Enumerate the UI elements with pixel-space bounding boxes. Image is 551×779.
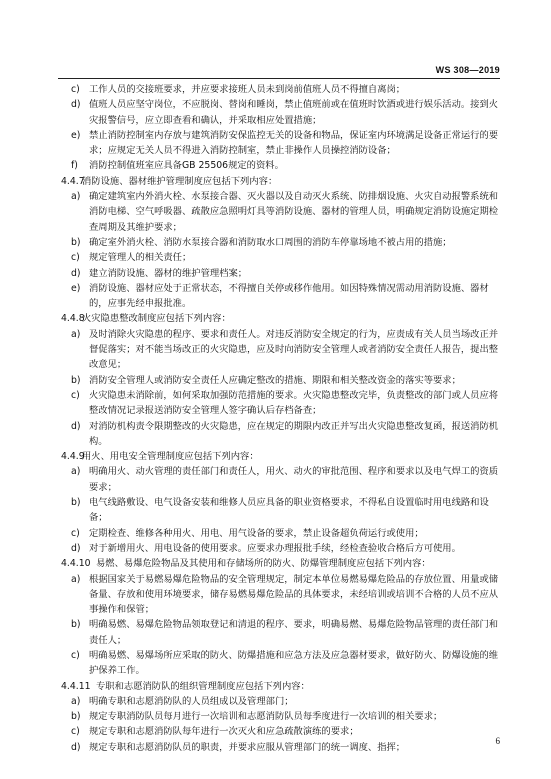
list-marker: d) [71,99,81,111]
list-item [58,82,500,97]
list-item-text: 明确易燃、易爆场所应采取的防火、防爆措施和应急方法及应急器材要求，做好防火、防爆设施的维护保养工作。 [89,649,499,677]
list-item [58,97,500,128]
list-item [58,250,500,265]
list-marker: d) [71,420,81,432]
list-marker: c) [71,252,80,264]
list-item-text: 电气线路敷设、电气设备安装和维修人员应具备的职业资格要求，不得私自设置临时用电线路和设备； [89,497,489,524]
section-heading [58,174,500,189]
list-item-text: 工作人员的交接班要求，并应要求接班人员未到岗前值班人员不得擅自离岗； [89,84,406,95]
list-item-text: 确定室外消火栓、消防水泵接合器和消防取水口周围的消防车停靠场地不被占用的措施； [89,236,452,248]
list-marker: b) [71,236,81,248]
list-item-text: 确定建筑室内外消火栓、水泵接合器、灭火器以及自动灭火系统、防排烟设施、火灾自动报警系统和消防电梯、空气呼吸器、疏散应急照明灯具等消防设施、器材的管理人员，明确规定消防设施定期检查周期及其维护要求； [89,191,499,233]
list-item-text: 消防控制值班室应具备GB 25506规定的资料。 [89,160,284,172]
section-title: 消防设施、器材维护管理制度应包括下列内容： [82,175,278,187]
list-marker: d) [71,741,81,753]
list-item-text: 规定管理人的相关责任； [89,252,192,264]
list-marker: f) [71,160,78,172]
list-item [58,464,500,495]
document-body [58,82,500,755]
section-title: 专职和志愿消防队的组织管理制度应包括下列内容： [96,680,310,692]
list-item-text: 规定专职和志愿消防队员的职责，并要求应服从管理部门的统一调度、指挥； [89,741,406,753]
list-marker: b) [71,619,81,631]
list-item-text: 根据国家关于易燃易爆危险物品的安全管理规定，制定本单位易燃易爆危险品的存放位置、用量或储备量、存放和使用环境要求，储存易燃易爆危险品的具体要求，未经培训或培训不合格的人员不应从事操作和保管； [89,573,499,616]
section-heading [58,449,500,464]
list-item-text: 对于新增用火、用电设备的使用要求。应要求办理报批手续，经检查验收合格后方可使用。 [89,542,461,554]
list-marker: a) [71,466,81,478]
list-marker: a) [71,695,81,707]
header-rule [58,78,500,79]
list-item [58,495,500,526]
list-item-text: 规定专职和志愿消防队每年进行一次灭火和应急疏散演练的要求； [89,726,359,738]
list-marker: a) [71,191,81,203]
page-number: 6 [495,736,500,746]
list-item [58,281,500,312]
list-item [58,526,500,541]
section-heading [58,679,500,694]
list-item [58,419,500,450]
list-marker: c) [71,527,80,539]
list-item-text: 定期检查、维修各种用火、用电、用气设备的要求，禁止设备超负荷运行或使用； [89,527,424,539]
list-marker: a) [71,573,81,585]
list-item [58,541,500,556]
list-marker: c) [71,389,80,401]
list-marker: e) [71,282,81,294]
section-title: 火灾隐患整改制度应包括下列内容： [82,313,231,325]
section-number: 4.4.8 [61,313,85,325]
list-item-text: 规定专职消防队员每月进行一次培训和志愿消防队员每季度进行一次培训的相关要求； [89,711,443,723]
list-item-text: 明确易燃、易爆危险物品领取登记和清退的程序、要求，明确易燃、易爆危险物品管理的责任部门和责任人； [89,619,499,646]
standard-code: WS 308—2019 [435,65,500,75]
list-item [58,709,500,724]
section-number: 4.4.11 [61,680,91,692]
list-item-text: 值班人员应坚守岗位，不应脱岗、替岗和睡岗，禁止值班前或在值班时饮酒或进行娱乐活动。接到火灾报警信号，应立即查看和确认，并采取相应处置措施； [89,99,499,126]
list-item [58,388,500,419]
section-number: 4.4.10 [61,558,91,570]
list-item [58,694,500,709]
list-item [58,189,500,235]
list-item-text: 禁止消防控制室内存放与建筑消防安保监控无关的设备和物品，保证室内环境满足设备正常运行的要求；应规定无关人员不得进入消防控制室，禁止非操作人员操控消防设备； [89,129,499,157]
list-marker: e) [71,129,81,141]
list-item [58,158,500,173]
section-heading [58,556,500,571]
list-item-text: 及时消除火灾隐患的程序、要求和责任人。对违反消防安全规定的行为，应责成有关人员当场改正并督促落实；对不能当场改正的火灾隐患，应及时向消防安全管理人或者消防安全责任人报告，提出整改意见； [89,328,499,371]
list-item [58,373,500,388]
list-item [58,617,500,648]
list-item-text: 消防安全管理人或消防安全责任人应确定整改的措施、期限和相关整改资金的落实等要求； [89,374,461,386]
list-item [58,327,500,373]
list-marker: b) [71,497,81,509]
list-item [58,572,500,618]
list-item-text: 对消防机构责令限期整改的火灾隐患，应在规定的期限内改正并写出火灾隐患整改复函，报送消防机构。 [89,420,499,447]
list-marker: a) [71,328,81,340]
section-number: 4.4.7 [61,175,85,187]
intro-list [58,82,500,174]
list-item [58,235,500,250]
list-marker: d) [71,542,81,554]
list-marker: d) [71,267,81,279]
section-number: 4.4.9 [61,451,85,463]
section-title: 用火、用电安全管理制度应包括下列内容： [82,451,259,463]
list-item-text: 明确专职和志愿消防队的人员组成以及管理部门； [89,695,294,707]
list-item [58,740,500,755]
list-marker: b) [71,711,81,723]
list-item [58,128,500,159]
list-item [58,724,500,739]
section-title: 易燃、易爆危险物品及其使用和存储场所的防火、防爆管理制度应包括下列内容： [96,558,431,570]
list-item-text: 明确用火、动火管理的责任部门和责任人，用火、动火的审批范围、程序和要求以及电气焊工的资质要求； [89,466,499,493]
list-item-text: 消防设施、器材应处于正常状态，不得擅自关停或移作他用。如因特殊情况需动用消防设施、器材的，应事先经申报批准。 [89,282,489,310]
list-marker: b) [71,374,81,386]
list-item-text: 建立消防设施、器材的维护管理档案； [89,267,248,279]
list-marker: c) [71,84,80,95]
list-item [58,648,500,679]
list-marker: c) [71,649,80,661]
list-item [58,266,500,281]
list-item-text: 火灾隐患未消除前，如何采取加强防范措施的要求。火灾隐患整改完毕，负责整改的部门或人员应将整改情况记录报送消防安全管理人签字确认后存档备查； [89,389,499,417]
list-marker: c) [71,726,80,738]
section-heading [58,311,500,326]
